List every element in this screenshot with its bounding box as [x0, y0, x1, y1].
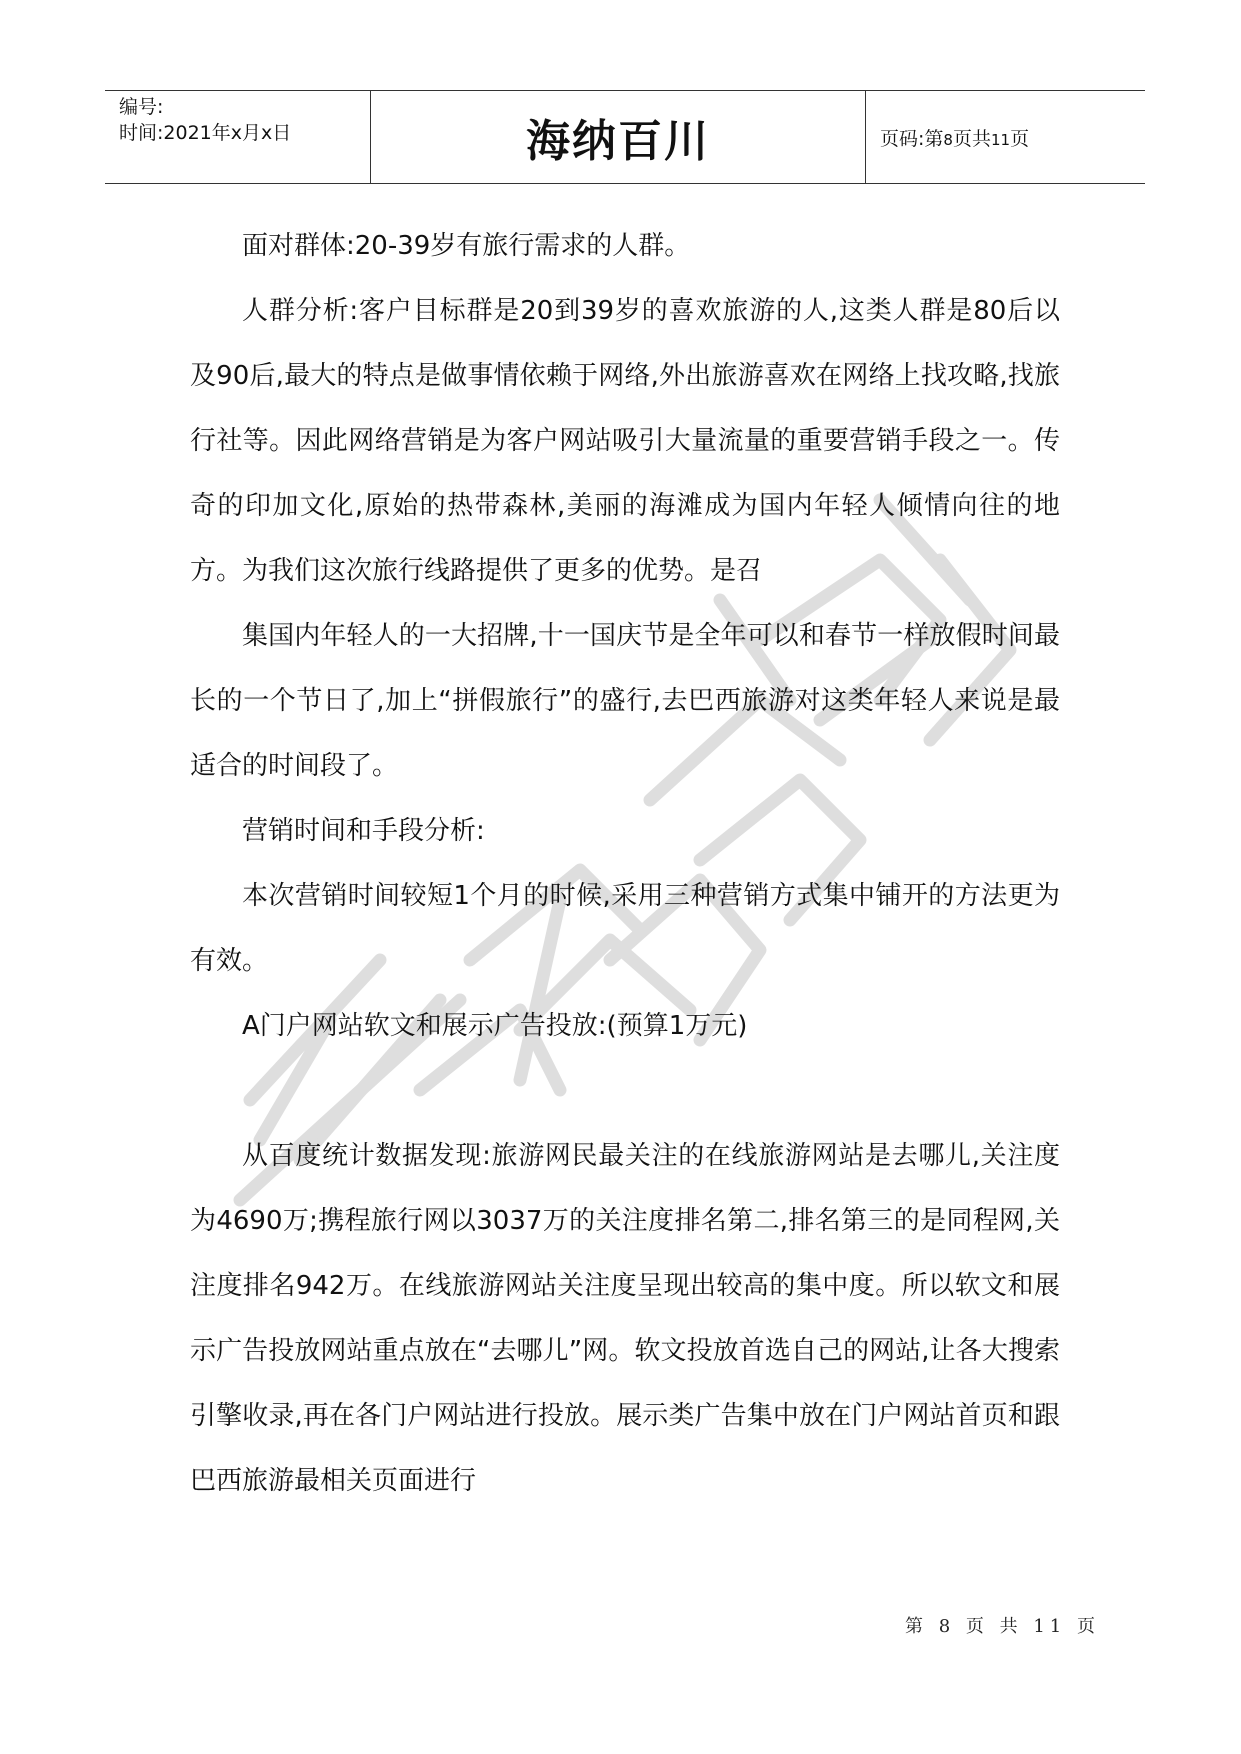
page-footer: 第 8 页 共 11 页: [905, 1616, 1100, 1637]
paragraph-marketing-heading: 营销时间和手段分析:: [242, 816, 485, 846]
header-page-number: [880, 124, 1029, 151]
paragraph-marketing-time: 本次营销时间较短1个月的时候,采用三种营销方式集中铺开的方法更为有效。: [190, 881, 1060, 976]
header-meta-cell: [105, 91, 371, 183]
paragraph-audience-analysis: 人群分析:客户目标群是20到39岁的喜欢旅游的人,这类人群是80后以及90后,最大的特点是做事情依赖于网络,外出旅游喜欢在网络上找攻略,找旅行社等。因此网络营销是为客户网站吸引大量流量的重要营销手段之一。传奇的印加文化,原始的热带森林,美丽的海滩成为国内年轻人倾情向往的地方。为我们这次旅行线路提供了更多的优势。是召: [190, 296, 1060, 586]
page-current: 8: [943, 130, 953, 149]
document-number-label: 编号:: [119, 96, 164, 118]
page-suffix: 页: [1010, 127, 1030, 150]
paragraph-baidu-statistics: 从百度统计数据发现:旅游网民最关注的在线旅游网站是去哪儿,关注度为4690万;携程旅行网以3037万的关注度排名第二,排名第三的是同程网,关注度排名942万。在线旅游网站关注度呈现出较高的集中度。所以软文和展示广告投放网站重点放在“去哪儿”网。软文投放首选自己的网站,让各大搜索引擎收录,再在各门户网站进行投放。展示类广告集中放在门户网站首页和跟巴西旅游最相关页面进行: [190, 1141, 1060, 1496]
header-title-cell: [371, 91, 866, 183]
page-total: 11: [990, 130, 1011, 149]
document-body: [190, 214, 1060, 1514]
paragraph-section-a-heading: A门户网站软文和展示广告投放:(预算1万元): [242, 1011, 748, 1041]
page-mid: 页共: [952, 127, 991, 150]
page-header: [105, 90, 1145, 184]
paragraph-national-holiday: 集国内年轻人的一大招牌,十一国庆节是全年可以和春节一样放假时间最长的一个节日了,加上“拼假旅行”的盛行,去巴西旅游对这类年轻人来说是最适合的时间段了。: [190, 621, 1060, 781]
header-title: 海纳百川: [526, 116, 710, 167]
header-page-cell: [866, 91, 1145, 183]
paragraph-target-group: 面对群体:20-39岁有旅行需求的人群。: [242, 231, 691, 261]
page-prefix: 页码:第: [880, 127, 944, 150]
document-date: 时间:2021年x月x日: [119, 122, 292, 144]
